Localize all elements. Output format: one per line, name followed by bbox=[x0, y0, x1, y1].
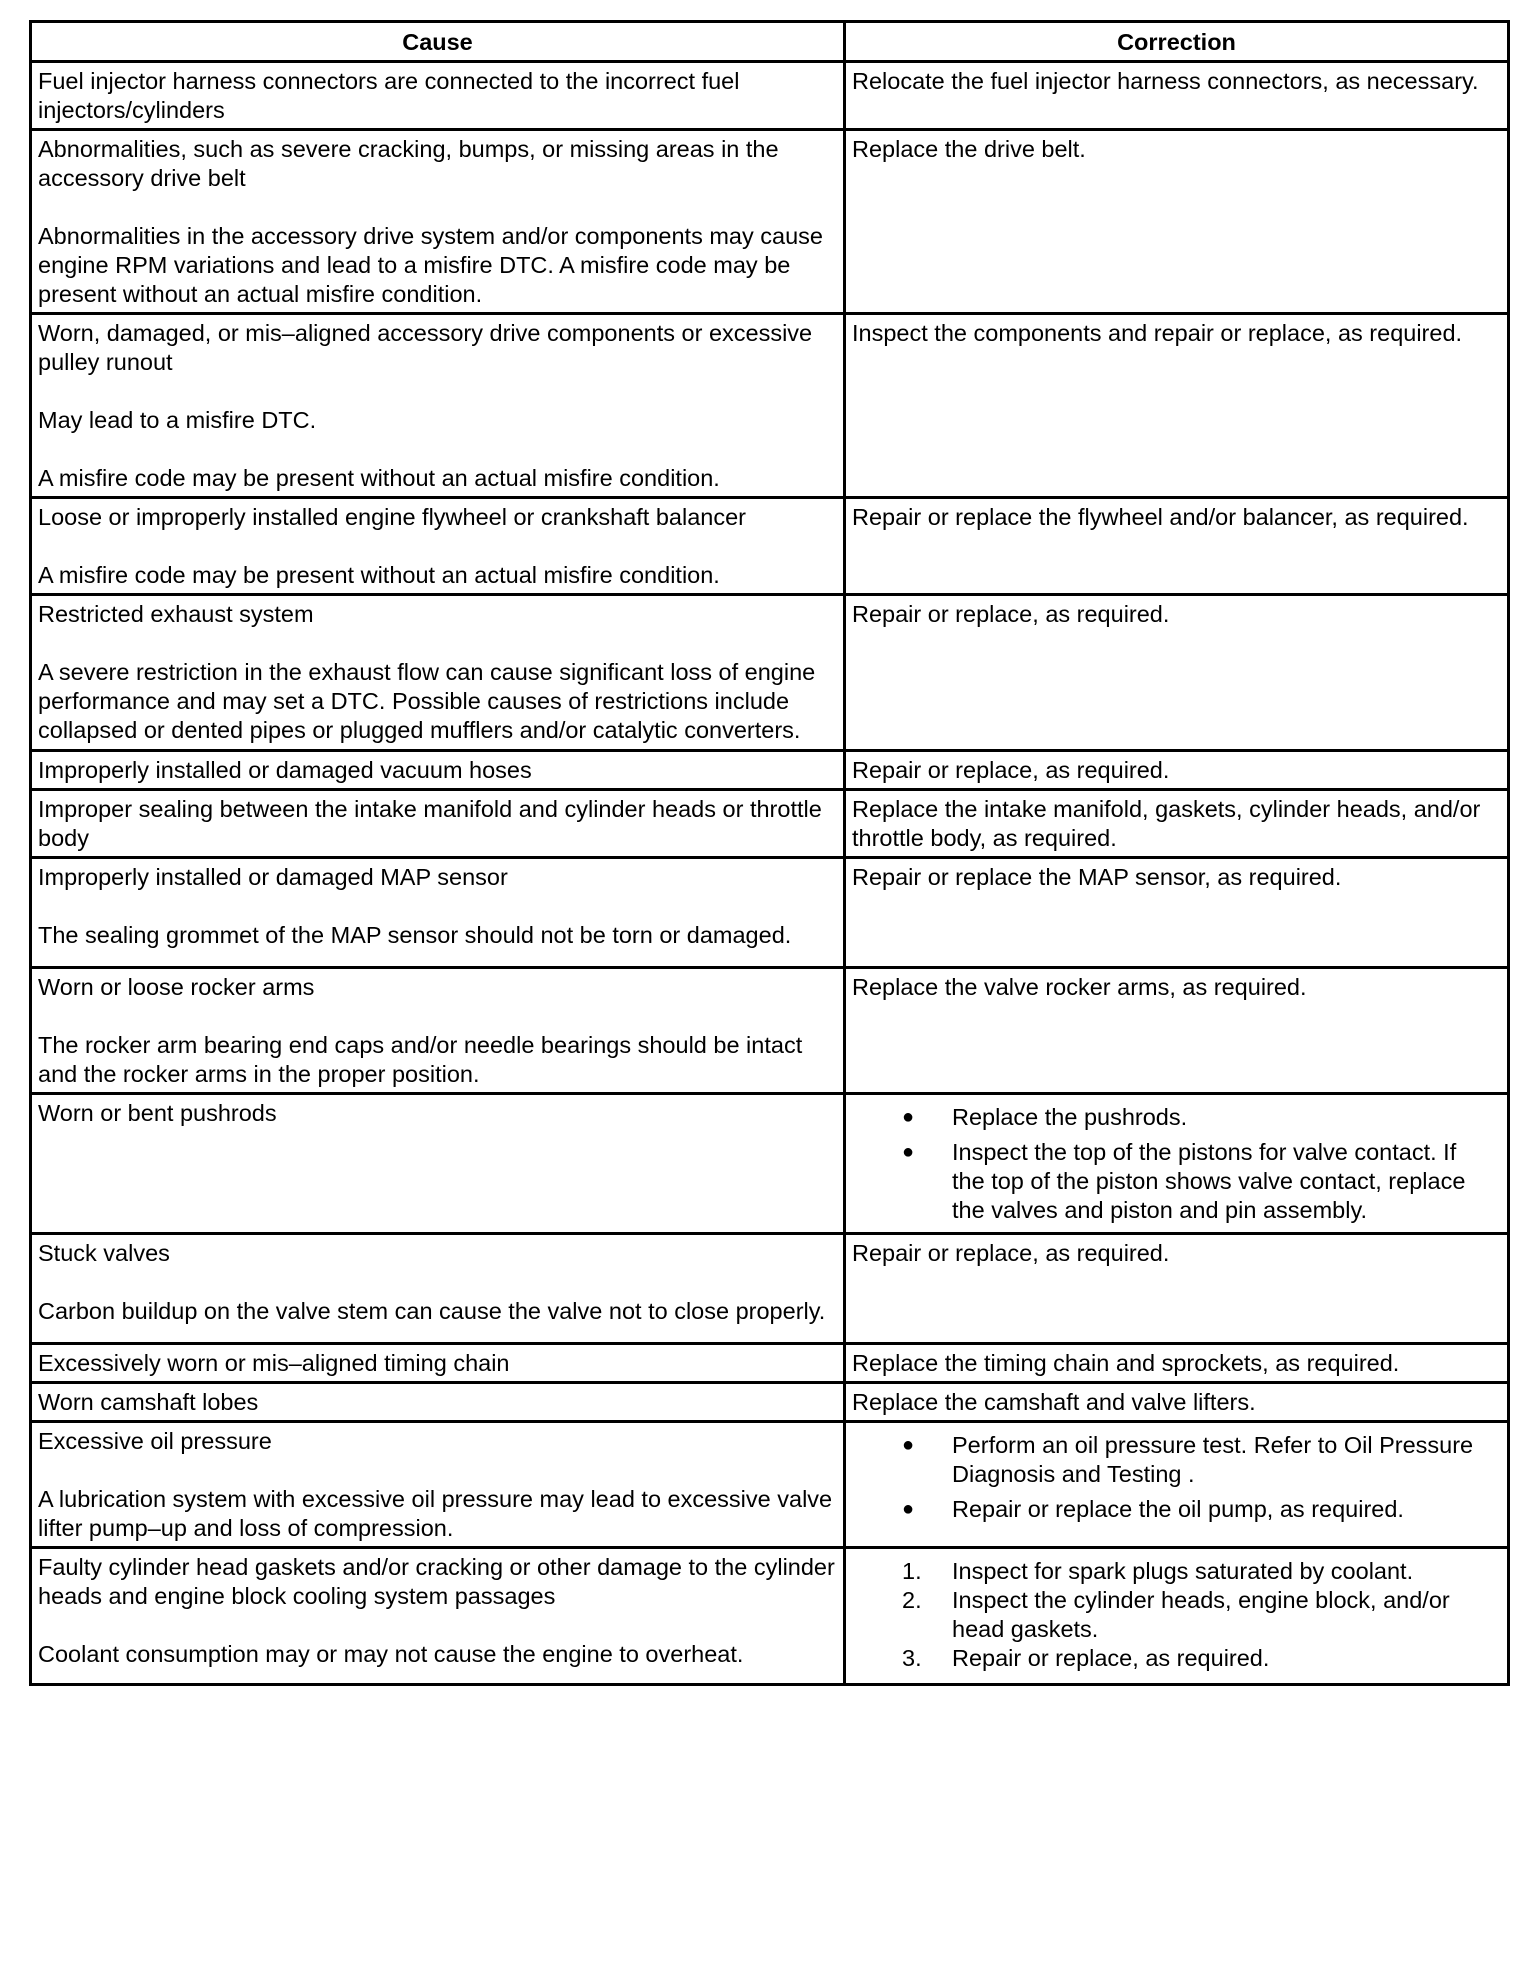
list-number: 1. bbox=[902, 1558, 922, 1584]
cause-cell bbox=[31, 1234, 845, 1344]
correction-text: Inspect the components and repair or replace, as required. bbox=[852, 320, 1463, 346]
correction-list-item bbox=[852, 1138, 1499, 1225]
correction-cell bbox=[845, 1344, 1509, 1383]
table-body bbox=[31, 62, 1509, 1685]
cause-cell bbox=[31, 314, 845, 498]
correction-text: Repair or replace, as required. bbox=[852, 601, 1170, 627]
correction-text: Replace the camshaft and valve lifters. bbox=[852, 1389, 1256, 1415]
correction-cell bbox=[845, 858, 1509, 968]
correction-cell bbox=[845, 751, 1509, 790]
cause-cell bbox=[31, 62, 845, 130]
table-row bbox=[31, 751, 1509, 790]
correction-cell bbox=[845, 130, 1509, 314]
table-row bbox=[31, 1422, 1509, 1548]
table-row bbox=[31, 498, 1509, 595]
list-number: 2. bbox=[902, 1587, 922, 1613]
correction-numbered-list bbox=[852, 1557, 1499, 1673]
header-row bbox=[31, 22, 1509, 62]
cause-cell bbox=[31, 1094, 845, 1234]
correction-cell bbox=[845, 498, 1509, 595]
diagnostic-table bbox=[29, 20, 1510, 1686]
cause-text: Worn camshaft lobes bbox=[38, 1389, 259, 1415]
correction-list-text: Perform an oil pressure test. Refer to Oil Pressure Diagnosis and Testing . bbox=[952, 1432, 1474, 1487]
correction-bullet-list bbox=[852, 1103, 1499, 1225]
correction-list-text: Inspect the top of the pistons for valve contact. If the top of the piston shows valve contact, replace the valves and piston and pin assembly. bbox=[952, 1139, 1466, 1223]
cause-text: Restricted exhaust system bbox=[38, 601, 314, 627]
cause-text: Fuel injector harness connectors are connected to the incorrect fuel injectors/cylinders bbox=[38, 68, 740, 123]
correction-list-text: Repair or replace the oil pump, as required. bbox=[952, 1496, 1404, 1522]
correction-text: Replace the timing chain and sprockets, as required. bbox=[852, 1350, 1400, 1376]
table-row bbox=[31, 968, 1509, 1094]
header-cause: Cause bbox=[31, 22, 845, 62]
bullet-icon: ● bbox=[902, 1434, 915, 1456]
correction-cell bbox=[845, 968, 1509, 1094]
table-row bbox=[31, 595, 1509, 751]
cause-text: Excessively worn or mis–aligned timing chain bbox=[38, 1350, 510, 1376]
list-number: 3. bbox=[902, 1645, 922, 1671]
header-correction: Correction bbox=[845, 22, 1509, 62]
cause-note: The sealing grommet of the MAP sensor should not be torn or damaged. bbox=[38, 922, 792, 948]
cause-note: The rocker arm bearing end caps and/or needle bearings should be intact and the rocker arms in the proper position. bbox=[38, 1032, 803, 1087]
cause-text: Stuck valves bbox=[38, 1240, 170, 1266]
correction-cell bbox=[845, 790, 1509, 858]
cause-note: May lead to a misfire DTC. bbox=[38, 407, 317, 433]
cause-text: Loose or improperly installed engine flywheel or crankshaft balancer bbox=[38, 504, 746, 530]
cause-note: A severe restriction in the exhaust flow can cause significant loss of engine performance and may set a DTC. Possible causes of restrictions include collapsed or dented pipes or plugged mufflers and/or catalytic converters. bbox=[38, 659, 816, 743]
cause-text: Improperly installed or damaged vacuum hoses bbox=[38, 757, 532, 783]
correction-bullet-list bbox=[852, 1431, 1499, 1524]
cause-note: A lubrication system with excessive oil pressure may lead to excessive valve lifter pump–up and loss of compression. bbox=[38, 1486, 833, 1541]
cause-note: Abnormalities in the accessory drive system and/or components may cause engine RPM variations and lead to a misfire DTC. A misfire code may be present without an actual misfire condition. bbox=[38, 223, 823, 307]
cause-cell bbox=[31, 130, 845, 314]
cause-text: Improperly installed or damaged MAP sensor bbox=[38, 864, 508, 890]
table-row bbox=[31, 130, 1509, 314]
cause-text: Abnormalities, such as severe cracking, bumps, or missing areas in the accessory drive belt bbox=[38, 136, 779, 191]
correction-cell bbox=[845, 62, 1509, 130]
cause-text: Worn or bent pushrods bbox=[38, 1100, 277, 1126]
bullet-icon: ● bbox=[902, 1106, 915, 1128]
table-row bbox=[31, 62, 1509, 130]
table-row bbox=[31, 1383, 1509, 1422]
cause-text: Worn or loose rocker arms bbox=[38, 974, 315, 1000]
correction-text: Replace the valve rocker arms, as required. bbox=[852, 974, 1307, 1000]
table-row bbox=[31, 1234, 1509, 1344]
correction-list-text: Inspect the cylinder heads, engine block, and/or head gaskets. bbox=[952, 1587, 1450, 1642]
correction-list-text: Repair or replace, as required. bbox=[952, 1645, 1270, 1671]
cause-cell bbox=[31, 858, 845, 968]
table-row bbox=[31, 858, 1509, 968]
cause-note: Coolant consumption may or may not cause the engine to overheat. bbox=[38, 1641, 744, 1667]
cause-cell bbox=[31, 1548, 845, 1685]
correction-list-text: Inspect for spark plugs saturated by coolant. bbox=[952, 1558, 1414, 1584]
correction-cell bbox=[845, 1234, 1509, 1344]
table-row bbox=[31, 1344, 1509, 1383]
cause-text: Improper sealing between the intake manifold and cylinder heads or throttle body bbox=[38, 796, 822, 851]
correction-text: Repair or replace, as required. bbox=[852, 1240, 1170, 1266]
correction-list-item bbox=[852, 1495, 1499, 1524]
correction-cell bbox=[845, 314, 1509, 498]
cause-cell bbox=[31, 595, 845, 751]
cause-cell bbox=[31, 790, 845, 858]
cause-cell bbox=[31, 1422, 845, 1548]
correction-list-item bbox=[852, 1103, 1499, 1132]
cause-note: Carbon buildup on the valve stem can cause the valve not to close properly. bbox=[38, 1298, 826, 1324]
table-row bbox=[31, 1094, 1509, 1234]
table-row bbox=[31, 790, 1509, 858]
correction-text: Relocate the fuel injector harness connectors, as necessary. bbox=[852, 68, 1479, 94]
correction-list-item bbox=[852, 1586, 1499, 1644]
cause-text: Faulty cylinder head gaskets and/or cracking or other damage to the cylinder heads and engine block cooling system passages bbox=[38, 1554, 835, 1609]
correction-cell bbox=[845, 1383, 1509, 1422]
correction-list-item bbox=[852, 1431, 1499, 1489]
cause-text: Worn, damaged, or mis–aligned accessory drive components or excessive pulley runout bbox=[38, 320, 813, 375]
correction-text: Repair or replace the MAP sensor, as required. bbox=[852, 864, 1342, 890]
table-row bbox=[31, 1548, 1509, 1685]
cause-cell bbox=[31, 1344, 845, 1383]
cause-note: A misfire code may be present without an actual misfire condition. bbox=[38, 465, 720, 491]
cause-cell bbox=[31, 498, 845, 595]
correction-text: Repair or replace the flywheel and/or balancer, as required. bbox=[852, 504, 1469, 530]
correction-text: Replace the drive belt. bbox=[852, 136, 1086, 162]
correction-cell bbox=[845, 595, 1509, 751]
table-row bbox=[31, 314, 1509, 498]
cause-text: Excessive oil pressure bbox=[38, 1428, 272, 1454]
correction-text: Replace the intake manifold, gaskets, cylinder heads, and/or throttle body, as required. bbox=[852, 796, 1481, 851]
correction-cell bbox=[845, 1422, 1509, 1548]
cause-cell bbox=[31, 751, 845, 790]
correction-cell bbox=[845, 1094, 1509, 1234]
correction-list-item bbox=[852, 1644, 1499, 1673]
correction-list-text: Replace the pushrods. bbox=[952, 1104, 1188, 1130]
correction-text: Repair or replace, as required. bbox=[852, 757, 1170, 783]
cause-note: A misfire code may be present without an actual misfire condition. bbox=[38, 562, 720, 588]
bullet-icon: ● bbox=[902, 1498, 915, 1520]
correction-list-item bbox=[852, 1557, 1499, 1586]
correction-cell bbox=[845, 1548, 1509, 1685]
cause-cell bbox=[31, 1383, 845, 1422]
cause-cell bbox=[31, 968, 845, 1094]
bullet-icon: ● bbox=[902, 1141, 915, 1163]
